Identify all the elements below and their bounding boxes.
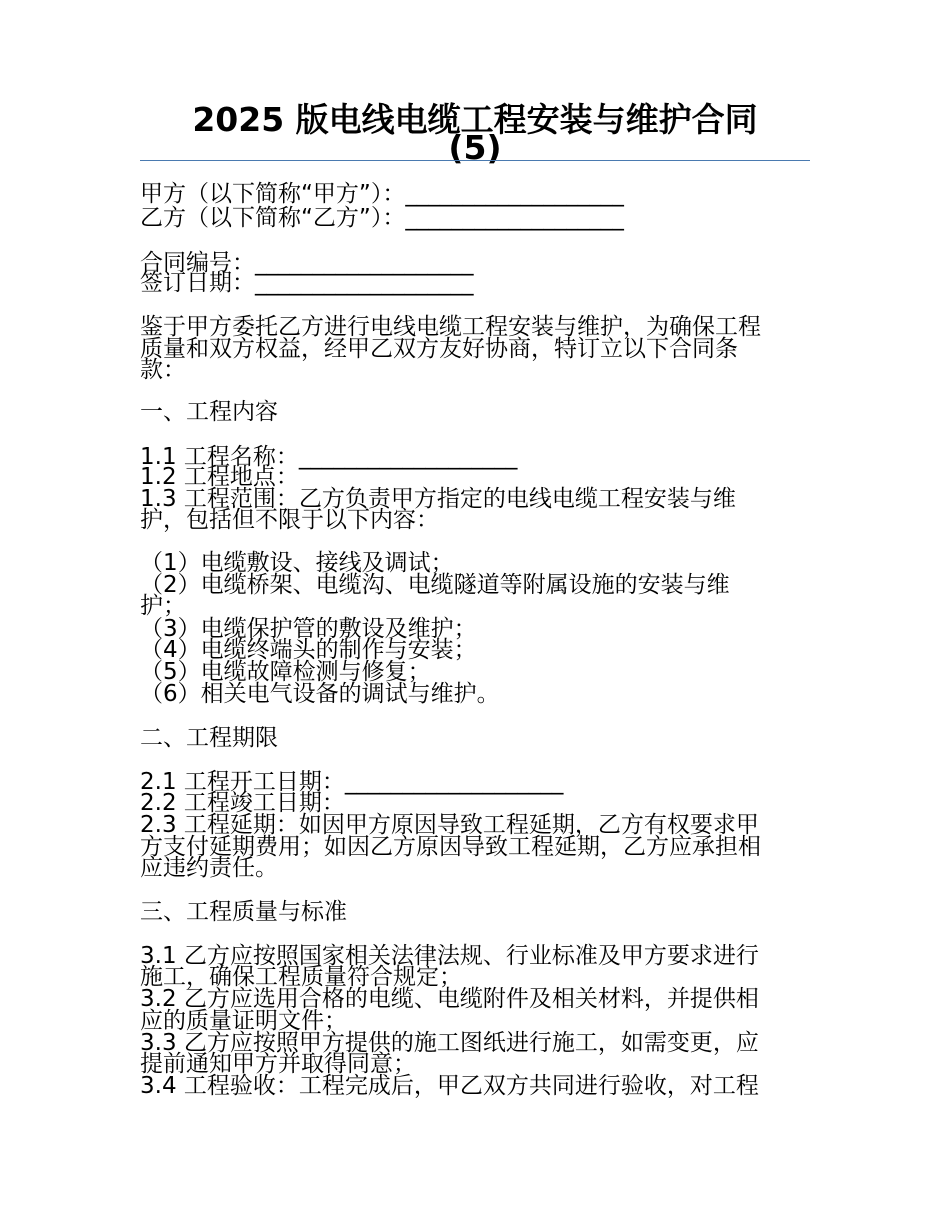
clause-1-2: 1.2 工程地点： [140, 464, 299, 490]
clause-2-3-line-3: 应违约责任。 [140, 855, 278, 881]
party-a-line: 甲方（以下简称“甲方”）：___________________ [140, 181, 624, 207]
title-divider [140, 160, 810, 161]
clause-2-2: 2.2 工程竣工日期： [140, 790, 345, 816]
item-6: （6）相关电气设备的调试与维护。 [140, 681, 500, 707]
item-5: （5）电缆故障检测与修复； [140, 659, 431, 685]
clause-1-3-line-2: 护，包括但不限于以下内容： [140, 507, 439, 533]
clause-3-1-line-2: 施工，确保工程质量符合规定； [140, 964, 462, 990]
item-2-line-1: （2）电缆桥架、电缆沟、电缆隧道等附属设施的安装与维 [140, 572, 730, 598]
party-b-line: 乙方（以下简称“乙方”）：___________________ [140, 205, 624, 231]
clause-1-3-line-1: 1.3 工程范围：乙方负责甲方指定的电线电缆工程安装与维 [140, 486, 736, 512]
item-1: （1）电缆敷设、接线及调试； [140, 550, 454, 576]
title-line-2: (5) [448, 128, 502, 167]
preamble-line-1: 鉴于甲方委托乙方进行电线电缆工程安装与维护，为确保工程 [140, 314, 761, 340]
clause-2-1: 2.1 工程开工日期：___________________ [140, 769, 564, 795]
title-line-1: 2025 版电线电缆工程安装与维护合同 [192, 100, 758, 139]
item-2-line-2: 护； [140, 593, 186, 619]
contract-number-line: 合同编号：___________________ [140, 250, 474, 276]
section-heading-2: 二、工程期限 [140, 725, 278, 751]
signing-date-line: 签订日期：___________________ [140, 270, 474, 296]
document-title [140, 100, 810, 167]
preamble-line-2: 质量和双方权益，经甲乙双方友好协商，特订立以下合同条 [140, 336, 738, 362]
item-3: （3）电缆保护管的敷设及维护； [140, 616, 477, 642]
clause-3-2-line-2: 应的质量证明文件； [140, 1008, 347, 1034]
clause-2-3-line-2: 方支付延期费用；如因乙方原因导致工程延期，乙方应承担相 [140, 834, 761, 860]
clause-3-3-line-1: 3.3 乙方应按照甲方提供的施工图纸进行施工，如需变更，应 [140, 1030, 759, 1056]
section-heading-3: 三、工程质量与标准 [140, 899, 347, 925]
clause-1-1: 1.1 工程名称：___________________ [140, 444, 518, 470]
preamble-line-3: 款： [140, 357, 186, 383]
item-4: （4）电缆终端头的制作与安装； [140, 637, 477, 663]
clause-2-3-line-1: 2.3 工程延期：如因甲方原因导致工程延期，乙方有权要求甲 [140, 812, 759, 838]
clause-3-2-line-1: 3.2 乙方应选用合格的电缆、电缆附件及相关材料，并提供相 [140, 986, 759, 1012]
clause-3-1-line-1: 3.1 乙方应按照国家相关法律法规、行业标准及甲方要求进行 [140, 943, 759, 969]
clause-3-4-line-1: 3.4 工程验收：工程完成后，甲乙双方共同进行验收，对工程 [140, 1073, 759, 1099]
section-heading-1: 一、工程内容 [140, 399, 278, 425]
clause-3-3-line-2: 提前通知甲方并取得同意； [140, 1051, 416, 1077]
